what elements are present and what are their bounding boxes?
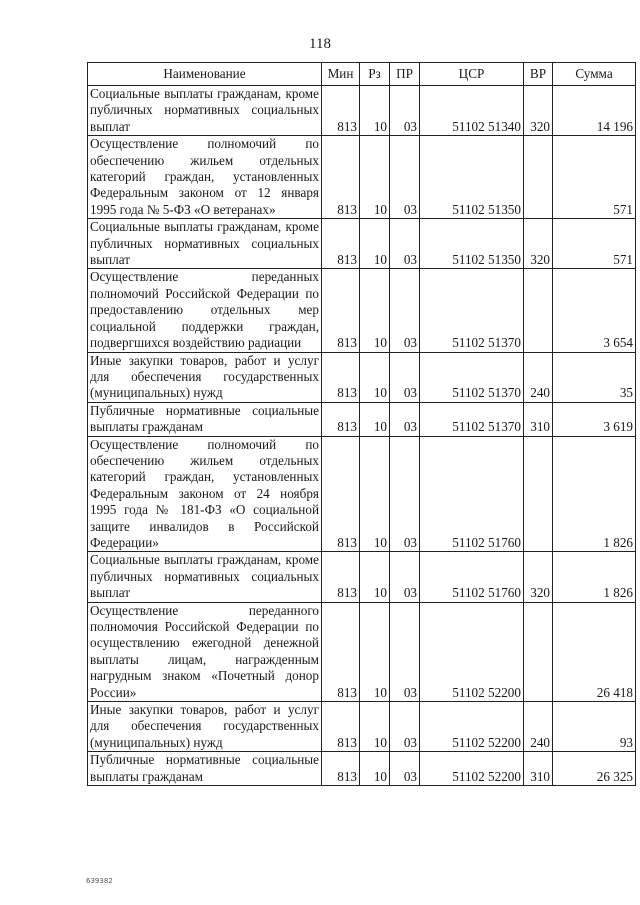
row-name: Социальные выплаты гражданам, кроме публичных нормативных социальных выплат xyxy=(88,219,322,269)
row-name: Осуществление полномочий по обеспечению жильем отдельных категорий граждан, установленных Федеральным законом от 12 января 1995 года № 5-ФЗ «О ветеранах» xyxy=(88,136,322,219)
row-name: Осуществление переданных полномочий Российской Федерации по предоставлению отдельных мер социальной поддержки граждан, подвергшихся воздействию радиации xyxy=(88,269,322,352)
row-name: Осуществление переданного полномочия Российской Федерации по осуществлению ежегодной денежной выплаты лицам, награжденным нагрудным знаком «Почетный донор России» xyxy=(88,602,322,701)
table-row xyxy=(88,752,636,786)
table-row xyxy=(88,352,636,402)
row-min: 813 xyxy=(322,552,360,602)
header-sum: Сумма xyxy=(553,63,636,86)
row-vr: 320 xyxy=(524,86,553,136)
row-rz: 10 xyxy=(360,752,390,786)
row-rz: 10 xyxy=(360,136,390,219)
row-csr: 51102 51370 xyxy=(420,352,524,402)
row-vr xyxy=(524,136,553,219)
row-min: 813 xyxy=(322,752,360,786)
row-sum: 35 xyxy=(553,352,636,402)
row-vr xyxy=(524,269,553,352)
table-row xyxy=(88,552,636,602)
row-vr: 310 xyxy=(524,402,553,436)
row-rz: 10 xyxy=(360,402,390,436)
row-pr: 03 xyxy=(390,352,420,402)
row-csr: 51102 52200 xyxy=(420,752,524,786)
header-name: Наименование xyxy=(88,63,322,86)
row-rz: 10 xyxy=(360,86,390,136)
row-rz: 10 xyxy=(360,352,390,402)
row-csr: 51102 51370 xyxy=(420,269,524,352)
row-pr: 03 xyxy=(390,752,420,786)
budget-table xyxy=(87,62,636,786)
table-row xyxy=(88,702,636,752)
row-pr: 03 xyxy=(390,86,420,136)
table-row xyxy=(88,136,636,219)
row-csr: 51102 52200 xyxy=(420,702,524,752)
table-row xyxy=(88,402,636,436)
row-min: 813 xyxy=(322,602,360,701)
row-sum: 571 xyxy=(553,219,636,269)
row-pr: 03 xyxy=(390,436,420,552)
row-name: Иные закупки товаров, работ и услуг для обеспечения государственных (муниципальных) нужд xyxy=(88,702,322,752)
row-min: 813 xyxy=(322,402,360,436)
row-sum: 26 418 xyxy=(553,602,636,701)
page-number: 118 xyxy=(309,36,331,52)
row-vr: 310 xyxy=(524,752,553,786)
row-vr: 320 xyxy=(524,552,553,602)
table-row xyxy=(88,602,636,701)
row-sum: 3 654 xyxy=(553,269,636,352)
table-header-row xyxy=(88,63,636,86)
row-csr: 51102 51760 xyxy=(420,552,524,602)
row-sum: 1 826 xyxy=(553,552,636,602)
row-name: Публичные нормативные социальные выплаты гражданам xyxy=(88,752,322,786)
row-name: Социальные выплаты гражданам, кроме публичных нормативных социальных выплат xyxy=(88,552,322,602)
row-min: 813 xyxy=(322,352,360,402)
row-pr: 03 xyxy=(390,136,420,219)
row-sum: 1 826 xyxy=(553,436,636,552)
header-min: Мин xyxy=(322,63,360,86)
table-row xyxy=(88,86,636,136)
row-min: 813 xyxy=(322,219,360,269)
row-vr xyxy=(524,602,553,701)
row-min: 813 xyxy=(322,136,360,219)
row-min: 813 xyxy=(322,436,360,552)
row-pr: 03 xyxy=(390,702,420,752)
row-rz: 10 xyxy=(360,552,390,602)
row-name: Иные закупки товаров, работ и услуг для обеспечения государственных (муниципальных) нужд xyxy=(88,352,322,402)
row-rz: 10 xyxy=(360,219,390,269)
footer-code: 639382 xyxy=(86,877,113,885)
row-rz: 10 xyxy=(360,702,390,752)
row-pr: 03 xyxy=(390,402,420,436)
row-vr: 320 xyxy=(524,219,553,269)
row-csr: 51102 51350 xyxy=(420,219,524,269)
row-pr: 03 xyxy=(390,269,420,352)
row-csr: 51102 51340 xyxy=(420,86,524,136)
row-sum: 14 196 xyxy=(553,86,636,136)
row-sum: 571 xyxy=(553,136,636,219)
row-name: Публичные нормативные социальные выплаты гражданам xyxy=(88,402,322,436)
row-rz: 10 xyxy=(360,269,390,352)
table-row xyxy=(88,219,636,269)
row-vr xyxy=(524,436,553,552)
row-csr: 51102 52200 xyxy=(420,602,524,701)
row-vr: 240 xyxy=(524,352,553,402)
header-pr: ПР xyxy=(390,63,420,86)
row-pr: 03 xyxy=(390,602,420,701)
header-rz: Рз xyxy=(360,63,390,86)
row-pr: 03 xyxy=(390,552,420,602)
row-csr: 51102 51760 xyxy=(420,436,524,552)
row-rz: 10 xyxy=(360,436,390,552)
row-vr: 240 xyxy=(524,702,553,752)
row-name: Осуществление полномочий по обеспечению жильем отдельных категорий граждан, установленных Федеральным законом от 24 ноября 1995 года № 181-ФЗ «О социальной защите инвалидов в Российской Федерации» xyxy=(88,436,322,552)
row-min: 813 xyxy=(322,702,360,752)
header-vr: ВР xyxy=(524,63,553,86)
table-row xyxy=(88,436,636,552)
header-csr: ЦСР xyxy=(420,63,524,86)
row-min: 813 xyxy=(322,86,360,136)
row-rz: 10 xyxy=(360,602,390,701)
row-pr: 03 xyxy=(390,219,420,269)
row-name: Социальные выплаты гражданам, кроме публичных нормативных социальных выплат xyxy=(88,86,322,136)
row-csr: 51102 51370 xyxy=(420,402,524,436)
row-sum: 93 xyxy=(553,702,636,752)
row-csr: 51102 51350 xyxy=(420,136,524,219)
row-sum: 3 619 xyxy=(553,402,636,436)
row-min: 813 xyxy=(322,269,360,352)
row-sum: 26 325 xyxy=(553,752,636,786)
table-row xyxy=(88,269,636,352)
